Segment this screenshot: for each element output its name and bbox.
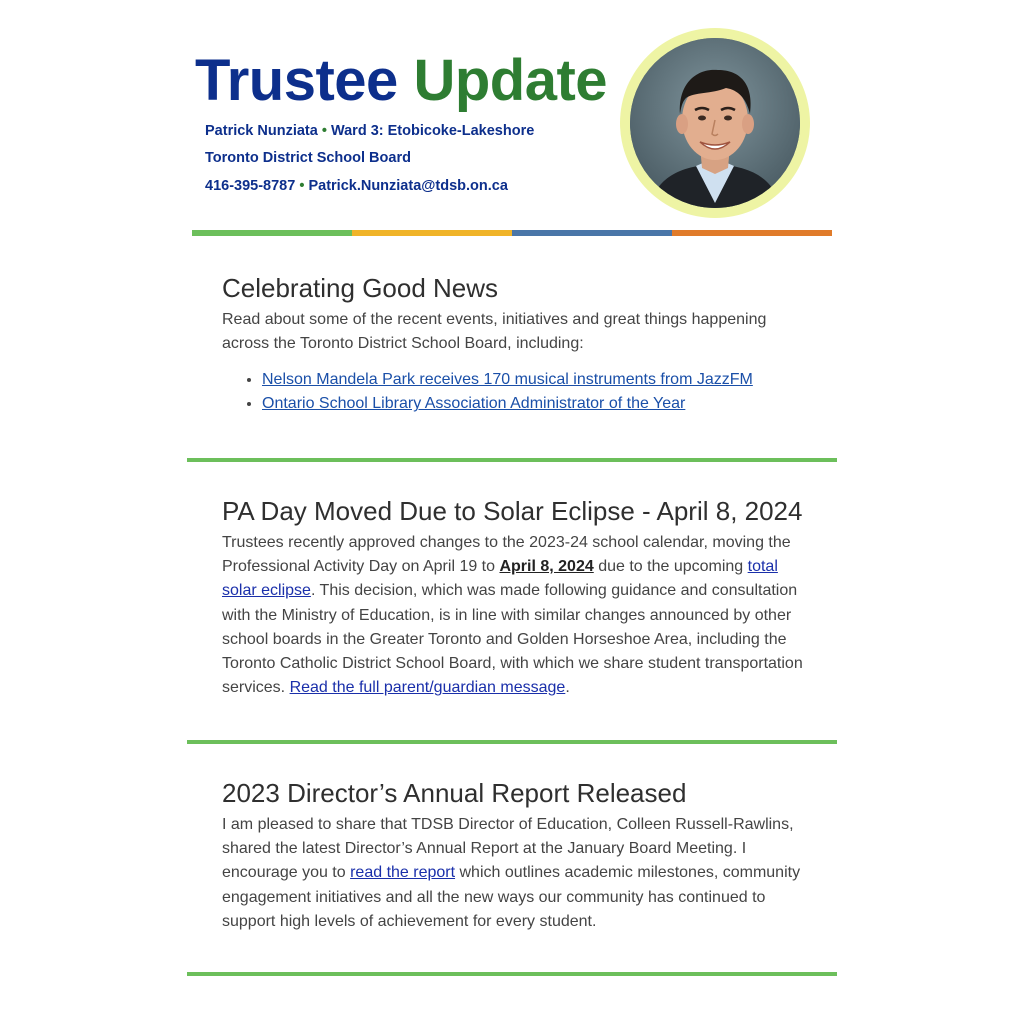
parent-message-link[interactable]: Read the full parent/guardian message	[289, 679, 566, 697]
body-text: .	[565, 679, 570, 697]
title-word-update: Update	[413, 48, 608, 113]
body-text: . This decision, which was made following guidance and consultation with the Ministry of Education, is in line with similar changes announced by other school boards in the Greater Toronto and Golden Horseshoe Area, including the Toronto Catholic District School Board, with which we share student transportation services.	[222, 582, 803, 697]
section-annual-report	[222, 777, 807, 934]
section-heading: PA Day Moved Due to Solar Eclipse - April 8, 2024	[222, 496, 803, 526]
body-text: Trustees recently approved changes to the 2023-24 school calendar, moving the Professional Activity Day on April 19 to	[222, 534, 791, 576]
color-bar-orange	[672, 230, 832, 236]
newsletter-title	[195, 48, 607, 114]
highlighted-date: April 8, 2024	[499, 558, 594, 576]
section-body	[222, 531, 807, 700]
section-body	[222, 813, 807, 934]
trustee-name: Patrick Nunziata	[205, 123, 318, 139]
read-report-link[interactable]: read the report	[350, 864, 456, 882]
list-item	[262, 368, 807, 392]
trustee-name-ward	[205, 121, 534, 141]
phone-number: 416-395-8787	[205, 178, 296, 194]
list-item	[262, 392, 807, 416]
email-address: Patrick.Nunziata@tdsb.on.ca	[308, 178, 508, 194]
trustee-portrait	[630, 38, 800, 208]
body-text: due to the upcoming	[593, 558, 748, 576]
header-color-bar	[192, 230, 832, 236]
portrait-image	[630, 38, 800, 208]
section-heading: Celebrating Good News	[222, 273, 499, 303]
news-link-library-association[interactable]: Ontario School Library Association Administrator of the Year	[262, 395, 686, 413]
color-bar-yellow	[352, 230, 512, 236]
solar-eclipse-link[interactable]: total solar eclipse	[222, 558, 778, 600]
section-pa-day	[222, 495, 807, 700]
portrait-frame	[620, 28, 810, 218]
section-good-news	[222, 272, 807, 416]
section-divider	[187, 740, 837, 744]
title-word-trustee: Trustee	[195, 48, 398, 113]
color-bar-green	[192, 230, 352, 236]
section-divider	[187, 972, 837, 976]
news-link-list	[222, 368, 807, 416]
body-text: which outlines academic milestones, community engagement initiatives and all the new ways our community has continued to support high levels of achievement for every student.	[222, 864, 801, 930]
news-link-jazzfm[interactable]: Nelson Mandela Park receives 170 musical instruments from JazzFM	[262, 371, 753, 389]
header	[192, 0, 832, 240]
section-divider	[187, 458, 837, 462]
separator-dot: •	[299, 178, 305, 194]
section-heading: 2023 Director’s Annual Report Released	[222, 778, 687, 808]
contact-line	[205, 176, 508, 196]
section-body: Read about some of the recent events, initiatives and great things happening across the Toronto District School Board, including:	[222, 311, 767, 353]
board-name: Toronto District School Board	[205, 150, 411, 166]
ward-label: Ward 3: Etobicoke-Lakeshore	[330, 123, 535, 139]
color-bar-blue	[512, 230, 672, 236]
body-text: I am pleased to share that TDSB Director of Education, Colleen Russell-Rawlins, shared the latest Director’s Annual Report at the January Board Meeting. I encourage you to	[222, 816, 794, 882]
separator-dot: •	[321, 123, 327, 139]
